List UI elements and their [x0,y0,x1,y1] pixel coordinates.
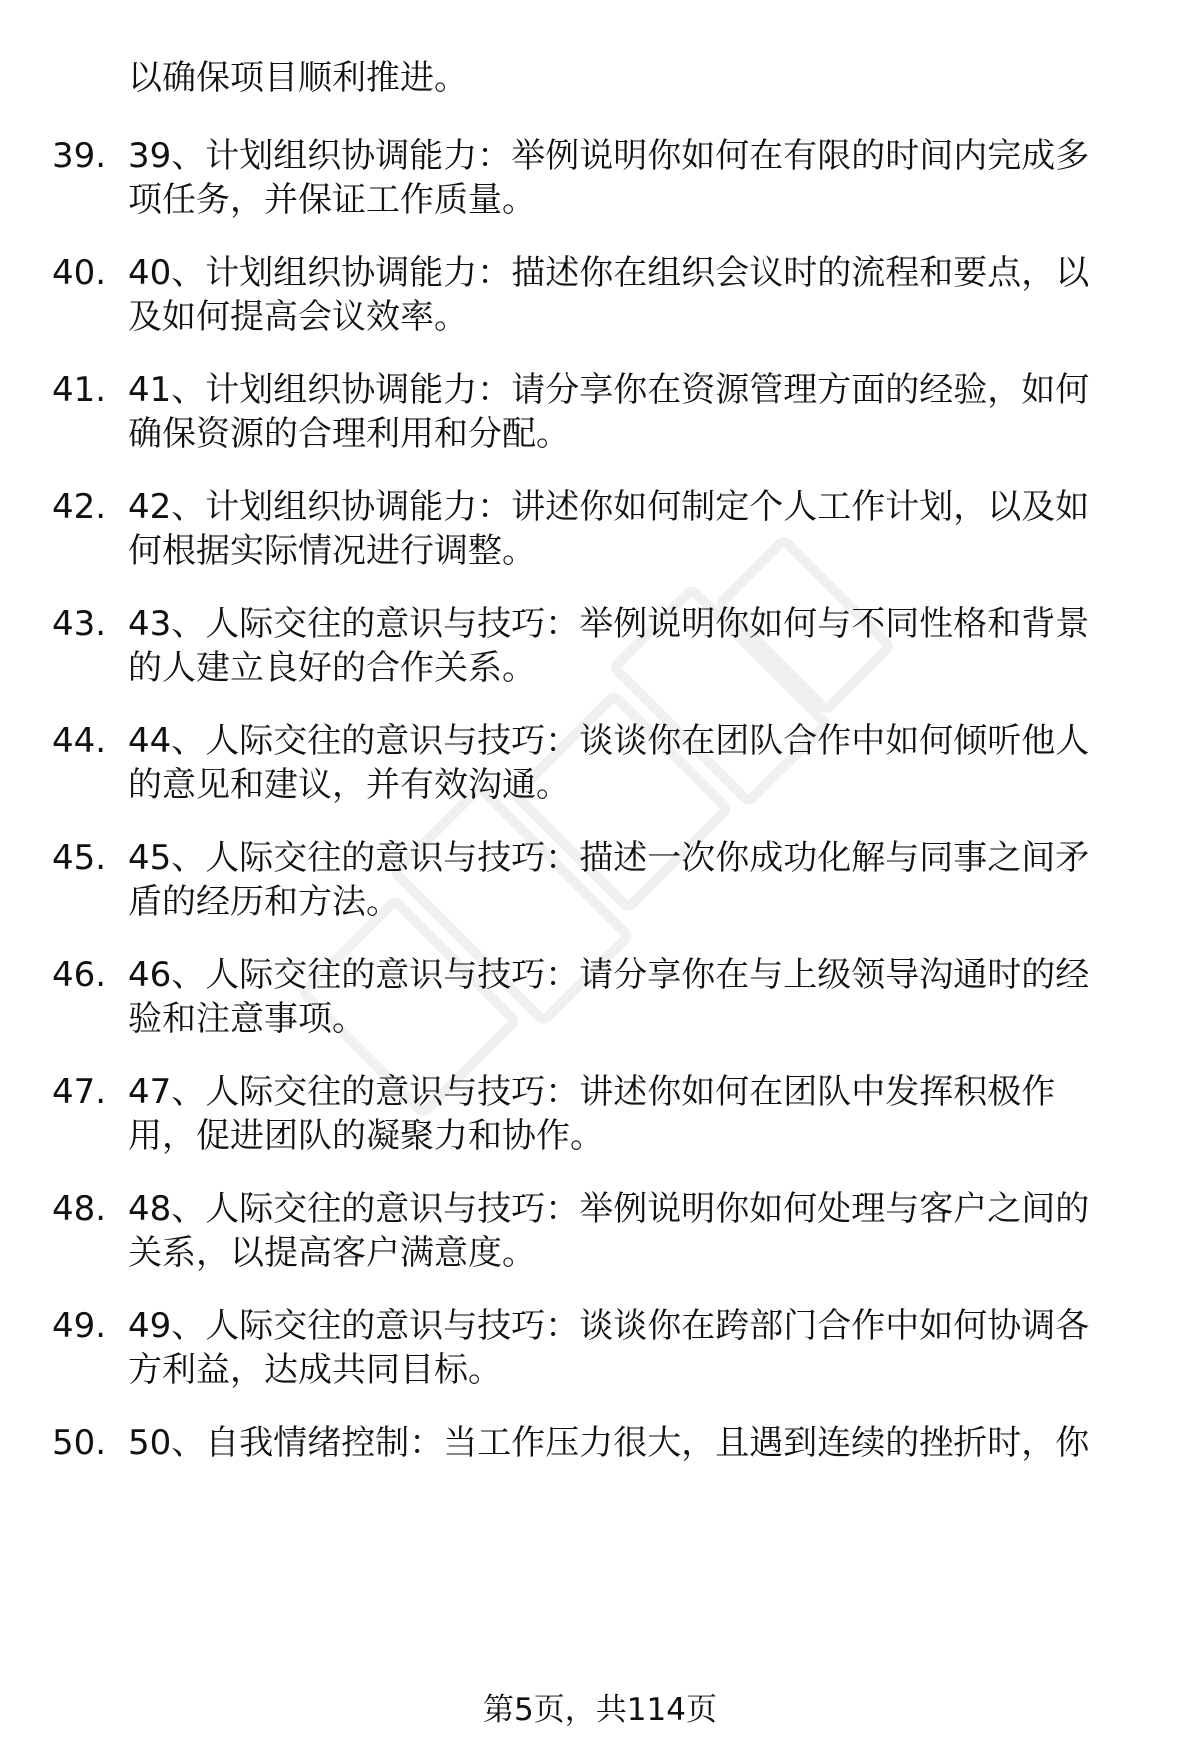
item-number: 49. [52,1306,107,1346]
item-number: 47. [52,1072,107,1112]
item-text-line-2: 及如何提高会议效率。 [128,297,468,337]
item-text-line-1: 48、人际交往的意识与技巧：举例说明你如何处理与客户之间的 [128,1189,1090,1229]
item-text-line-1: 46、人际交往的意识与技巧：请分享你在与上级领导沟通时的经 [128,955,1090,995]
item-text-line-2: 方利益，达成共同目标。 [128,1350,502,1390]
item-number: 45. [52,838,107,878]
item-text-line-2: 何根据实际情况进行调整。 [128,531,536,571]
item-text-line-1: 49、人际交往的意识与技巧：谈谈你在跨部门合作中如何协调各 [128,1306,1090,1346]
item-number: 42. [52,487,107,527]
item-text-line-2: 的意见和建议，并有效沟通。 [128,765,570,805]
item-text-line-2: 的人建立良好的合作关系。 [128,648,536,688]
item-text-line-1: 40、计划组织协调能力：描述你在组织会议时的流程和要点，以 [128,253,1090,293]
item-number: 41. [52,370,107,410]
item-number: 44. [52,721,107,761]
item-text-line-2: 验和注意事项。 [128,999,366,1039]
item-number: 39. [52,136,107,176]
item-text-line-2: 用，促进团队的凝聚力和协作。 [128,1116,604,1156]
item-text-line-2: 确保资源的合理利用和分配。 [128,414,570,454]
item-text-line-1: 39、计划组织协调能力：举例说明你如何在有限的时间内完成多 [128,136,1090,176]
item-text-line-1: 42、计划组织协调能力：讲述你如何制定个人工作计划，以及如 [128,487,1090,527]
item-text-line-2: 盾的经历和方法。 [128,882,400,922]
item-text-line-1: 47、人际交往的意识与技巧：讲述你如何在团队中发挥积极作 [128,1072,1056,1112]
item-number: 46. [52,955,107,995]
item-number: 48. [52,1189,107,1229]
item-text-line-1: 45、人际交往的意识与技巧：描述一次你成功化解与同事之间矛 [128,838,1090,878]
continuation-text: 以确保项目顺利推进。 [128,58,468,98]
item-text-line-2: 关系，以提高客户满意度。 [128,1233,536,1273]
item-text-line-2: 项任务，并保证工作质量。 [128,180,536,220]
item-number: 50. [52,1423,107,1463]
item-text-line-1: 50、自我情绪控制：当工作压力很大，且遇到连续的挫折时，你 [128,1423,1090,1463]
item-text-line-1: 41、计划组织协调能力：请分享你在资源管理方面的经验，如何 [128,370,1090,410]
item-number: 43. [52,604,107,644]
item-text-line-1: 43、人际交往的意识与技巧：举例说明你如何与不同性格和背景 [128,604,1090,644]
item-text-line-1: 44、人际交往的意识与技巧：谈谈你在团队合作中如何倾听他人 [128,721,1090,761]
item-number: 40. [52,253,107,293]
page-footer: 第5页，共114页 [483,1692,717,1728]
